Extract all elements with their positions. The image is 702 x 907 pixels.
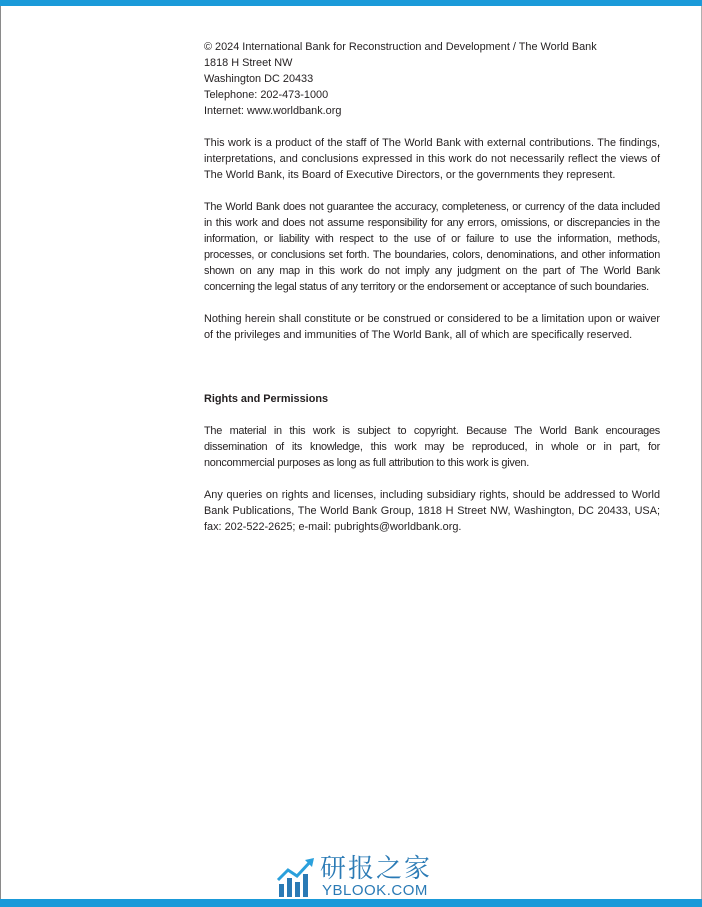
staff-disclaimer-paragraph: This work is a product of the staff of The World Bank with external contributions. The findings, interpretations, and conclusions expressed in this work do not necessarily reflect the views of The World Bank, its Board of Executive Directors, or the governments they represent. <box>204 137 660 181</box>
city-line: Washington DC 20433 <box>204 73 314 85</box>
watermark-logo <box>276 853 436 900</box>
left-page-border <box>0 6 1 899</box>
bar-chart-trend-icon <box>276 856 318 898</box>
watermark-domain-text: YBLOOK.COM <box>322 882 428 899</box>
top-accent-bar <box>0 0 702 6</box>
publisher-address <box>204 39 660 119</box>
rights-queries-paragraph: Any queries on rights and licenses, including subsidiary rights, should be addressed to World Bank Publications, The World Bank Group, 1818 H Street NW, Washington, DC 20433, USA; fax: 202-522-2625; e-mail: pubrights@worldbank.org. <box>204 489 660 533</box>
guarantee-disclaimer-paragraph: The World Bank does not guarantee the accuracy, completeness, or currency of the data included in this work and does not assume responsibility for any errors, omissions, or discrepancies in the information, or liability with respect to the use of or failure to use the information, methods, processes, or conclusions set forth. The boundaries, colors, denominations, and other information shown on any map in this work do not imply any judgment on the part of The World Bank concerning the legal status of any territory or the endorsement or acceptance of such boundaries. <box>204 201 660 293</box>
telephone-line: Telephone: 202-473-1000 <box>204 89 329 101</box>
internet-line: Internet: www.worldbank.org <box>204 105 342 117</box>
bottom-accent-bar <box>0 899 702 907</box>
copyright-page-content <box>204 39 660 551</box>
immunities-paragraph: Nothing herein shall constitute or be construed or considered to be a limitation upon or waiver of the privileges and immunities of The World Bank, all of which are specifically reserved. <box>204 313 660 341</box>
rights-heading: Rights and Permissions <box>204 393 329 405</box>
rights-copyright-paragraph: The material in this work is subject to copyright. Because The World Bank encourages dissemination of its knowledge, this work may be reproduced, in whole or in part, for noncommercial purposes as long as full attribution to this work is given. <box>204 425 660 469</box>
watermark-chinese-text: 研报之家 <box>320 853 433 883</box>
copyright-line: © 2024 International Bank for Reconstruction and Development / The World Bank <box>204 41 597 53</box>
street-line: 1818 H Street NW <box>204 57 293 69</box>
